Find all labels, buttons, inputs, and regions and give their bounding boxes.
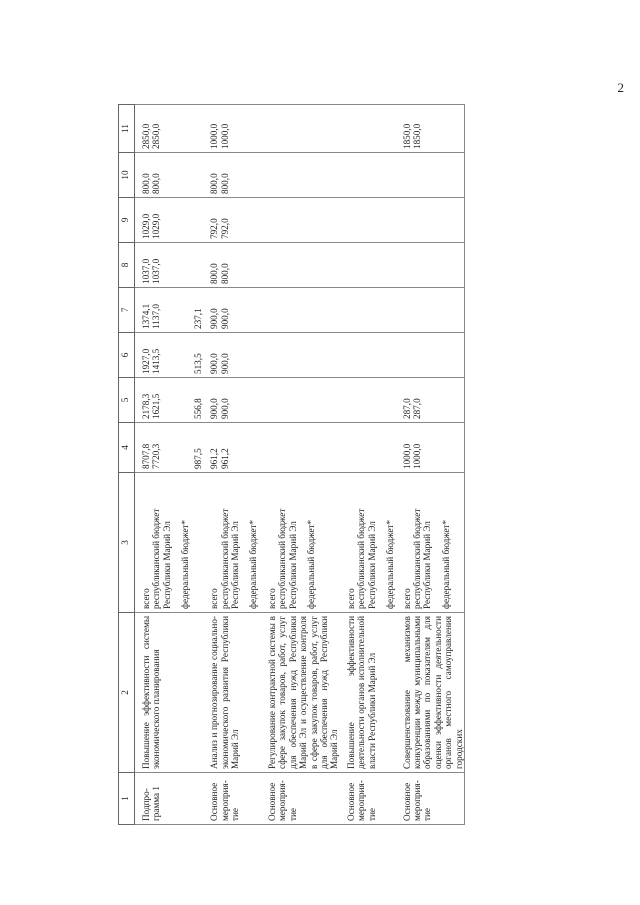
value-total: 1000,0 [401,443,412,469]
column-header-8: 8 [119,243,135,288]
measure-name-cell: Повышение эффективности деятельности органов исполнительной власти Республики Марий Эл [340,613,396,773]
funding-total-label: всего [267,588,278,609]
table-row [340,105,396,825]
value-cell-v8 [396,243,465,288]
program-type-cell: Основное мероприя-тие [396,773,465,825]
value-republic: 7720,3 [151,443,162,469]
value-republic: 961,2 [219,448,230,469]
value-republic: 800,0 [219,173,230,194]
value-cell-v5 [135,378,204,423]
measure-name-cell: Повышение эффективности системы экономического планирования [135,613,204,773]
value-republic: 1037,0 [151,258,162,284]
value-total: 8707,8 [141,443,151,469]
column-header-9: 9 [119,198,135,243]
funding-republic-label: республиканский бюджет Республики Марий Эл [219,508,241,609]
value-total: 800,0 [209,263,220,284]
value-republic: 1137,0 [151,304,162,329]
column-header-2: 2 [119,613,135,773]
column-header-5: 5 [119,378,135,423]
value-federal: 513,5 [192,353,203,374]
funding-total-label: всего [209,588,220,609]
value-total: 1000,0 [209,123,220,149]
funding-republic-label: республиканский бюджет Республики Марий Эл [277,508,298,609]
value-total: 1037,0 [141,258,151,284]
table-row [203,105,261,825]
funding-total-label: всего [401,588,412,609]
value-cell-v10 [261,153,340,198]
value-cell-v8 [135,243,204,288]
funding-republic-label: республиканский бюджет Республики Марий Эл [151,508,172,609]
funding-republic-label: республиканский бюджет Республики Марий Эл [356,508,377,609]
value-republic: 900,0 [219,398,230,419]
value-republic: 1000,0 [411,443,422,469]
rotated-table-container [118,105,518,825]
value-cell-v7 [340,288,396,333]
measure-name-cell: Регулирование контрактной системы в сфере закупок товаров, работ, услуг для обеспечения нужд Республики Марий Эл и осуществление контроля в сфере закупок товаров, работ, услуг для обеспечения нужд Республики Марий Эл [261,613,340,773]
column-header-3: 3 [119,473,135,613]
funding-federal-label: федеральный бюджет* [248,519,259,609]
funding-source-cell [261,473,340,613]
value-republic: 1413,5 [151,348,162,374]
value-cell-v11 [340,105,396,153]
value-republic: 900,0 [219,308,230,329]
funding-source-cell [135,473,204,613]
value-cell-v6 [135,333,204,378]
value-cell-v6 [340,333,396,378]
value-cell-v9 [135,198,204,243]
value-republic: 1621,5 [151,393,162,419]
page-number: 2 [617,80,624,95]
value-republic: 792,0 [219,218,230,239]
value-total: 792,0 [209,218,220,239]
program-type-cell: Основное мероприя-тие [261,773,340,825]
value-cell-v11 [203,105,261,153]
funding-federal-label: федеральный бюджет* [306,519,317,609]
header-row [119,105,135,825]
value-total: 1029,0 [141,213,151,239]
value-cell-v7 [396,288,465,333]
funding-total-label: всего [141,588,151,609]
value-cell-v11 [135,105,204,153]
value-cell-v5 [203,378,261,423]
column-header-10: 10 [119,153,135,198]
value-cell-v8 [340,243,396,288]
value-cell-v8 [261,243,340,288]
value-republic: 2850,0 [151,123,162,149]
value-total: 800,0 [141,173,151,194]
value-republic: 800,0 [151,173,162,194]
value-cell-v5 [340,378,396,423]
value-cell-v9 [340,198,396,243]
value-cell-v10 [135,153,204,198]
value-total: 2850,0 [141,123,151,149]
column-header-4: 4 [119,423,135,473]
program-type-cell: Подпро-грамма 1 [135,773,204,825]
value-total: 287,0 [401,398,412,419]
funding-federal-label: федеральный бюджет* [180,519,191,609]
value-cell-v7 [203,288,261,333]
value-total: 1374,1 [141,303,151,329]
budget-table [118,104,465,825]
value-federal: 237,1 [192,308,203,329]
funding-federal-label: федеральный бюджет* [385,519,396,609]
table-row [396,105,465,825]
value-total: 1850,0 [401,123,412,149]
measure-name-cell: Совершенствование механизмов конкуренции между муниципальными образованиями по показателям для оценки эффективности деятельности органов местного самоуправления городских [396,613,465,773]
value-cell-v11 [261,105,340,153]
value-federal: 987,5 [192,448,203,469]
value-total: 900,0 [209,308,220,329]
value-total: 900,0 [209,353,220,374]
column-header-7: 7 [119,288,135,333]
column-header-11: 11 [119,105,135,153]
funding-source-cell [340,473,396,613]
value-federal: 556,8 [192,398,203,419]
value-cell-v4 [396,423,465,473]
table-row [135,105,204,825]
value-total: 961,2 [209,448,220,469]
funding-source-cell [396,473,465,613]
funding-total-label: всего [345,588,356,609]
value-cell-v9 [203,198,261,243]
value-total: 1927,0 [141,348,151,374]
value-total: 2178,3 [141,393,151,419]
value-cell-v7 [261,288,340,333]
value-cell-v8 [203,243,261,288]
value-cell-v10 [203,153,261,198]
value-cell-v6 [203,333,261,378]
value-republic: 1029,0 [151,213,162,239]
table-row [261,105,340,825]
funding-republic-label: республиканский бюджет Республики Марий Эл [411,508,433,609]
value-total: 900,0 [209,398,220,419]
value-cell-v5 [396,378,465,423]
value-republic: 1000,0 [219,123,230,149]
program-type-cell: Основное мероприя-тие [203,773,261,825]
value-cell-v7 [135,288,204,333]
value-cell-v6 [261,333,340,378]
value-cell-v10 [396,153,465,198]
value-cell-v4 [203,423,261,473]
column-header-6: 6 [119,333,135,378]
value-total: 800,0 [209,173,220,194]
value-cell-v4 [135,423,204,473]
value-cell-v9 [261,198,340,243]
value-cell-v10 [340,153,396,198]
value-cell-v4 [261,423,340,473]
value-cell-v5 [261,378,340,423]
value-cell-v6 [396,333,465,378]
funding-federal-label: федеральный бюджет* [440,519,451,609]
column-header-1: 1 [119,773,135,825]
value-cell-v4 [340,423,396,473]
value-cell-v9 [396,198,465,243]
program-type-cell: Основное мероприя-тие [340,773,396,825]
value-republic: 900,0 [219,353,230,374]
value-republic: 800,0 [219,263,230,284]
value-republic: 287,0 [411,398,422,419]
value-cell-v11 [396,105,465,153]
value-republic: 1850,0 [411,123,422,149]
measure-name-cell: Анализ и прогнозирование социально-экономического развития Республики Марий Эл [203,613,261,773]
funding-source-cell [203,473,261,613]
